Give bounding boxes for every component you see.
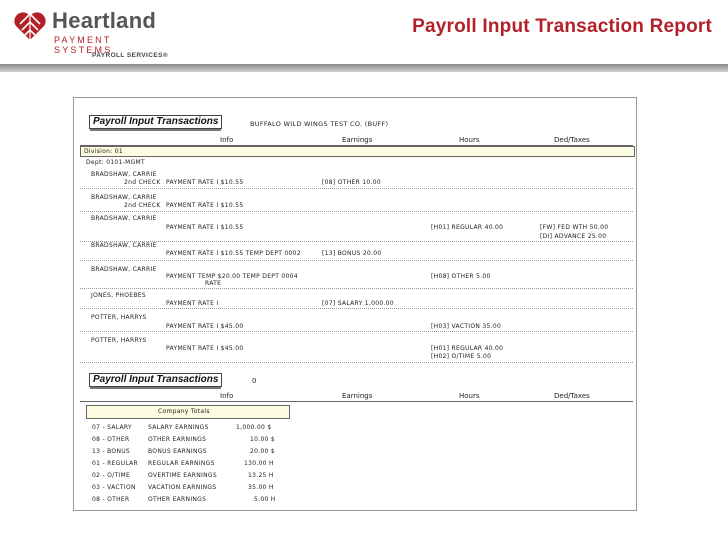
total-desc: BONUS EARNINGS xyxy=(148,448,207,455)
row-divider xyxy=(80,308,633,309)
total-code: 08 - OTHER xyxy=(92,436,130,443)
row-info: PAYMENT RATE I $10.55 xyxy=(166,224,244,231)
company-totals-label: Company Totals xyxy=(158,408,210,415)
total-amount: 20.00 $ xyxy=(250,448,276,455)
total-code: 01 - REGULAR xyxy=(92,460,138,467)
row-info: PAYMENT RATE I $10.55 xyxy=(166,179,244,186)
row-divider xyxy=(80,331,633,332)
row-divider xyxy=(80,260,633,261)
section-2-value: 0 xyxy=(252,377,257,385)
heartland-logo xyxy=(14,10,174,62)
total-amount: 13.25 H xyxy=(248,472,274,479)
logo-name: Heartland xyxy=(52,8,157,33)
row-ded: [FW] FED WTH 50.00 xyxy=(540,224,609,231)
col-ded-taxes: Ded/Taxes xyxy=(554,136,590,144)
employee-name: POTTER, HARRYS xyxy=(91,337,147,344)
total-desc: OTHER EARNINGS xyxy=(148,496,207,503)
row-hours: [H01] REGULAR 40.00 xyxy=(431,345,504,352)
total-desc: OTHER EARNINGS xyxy=(148,436,207,443)
row-info: PAYMENT TEMP $20.00 TEMP DEPT 0004 xyxy=(166,273,298,280)
employee-name: BRADSHAW, CARRIE xyxy=(91,242,157,249)
row-info: PAYMENT RATE I $10.55 xyxy=(166,202,244,209)
total-desc: VACATION EARNINGS xyxy=(148,484,217,491)
total-code: 08 - OTHER xyxy=(92,496,130,503)
col-hours: Hours xyxy=(459,392,480,400)
header-rule xyxy=(80,401,633,402)
total-code: 02 - O/TIME xyxy=(92,472,131,479)
employee-name: BRADSHAW, CARRIE xyxy=(91,215,157,222)
employee-name: BRADSHAW, CARRIE xyxy=(91,194,157,201)
col-ded-taxes: Ded/Taxes xyxy=(554,392,590,400)
section-title-2: Payroll Input Transactions xyxy=(89,373,222,387)
total-desc: SALARY EARNINGS xyxy=(148,424,209,431)
col-earnings: Earnings xyxy=(342,392,373,400)
division-label: Division: 01 xyxy=(84,148,123,155)
row-info: PAYMENT RATE I $10.55 TEMP DEPT 0002 xyxy=(166,250,301,257)
company-name: BUFFALO WILD WINGS TEST CO. (BUFF) xyxy=(250,120,389,128)
total-amount: 10.00 $ xyxy=(250,436,276,443)
col-info: Info xyxy=(220,392,234,400)
total-amount: 130.00 H xyxy=(244,460,274,467)
col-info: Info xyxy=(220,136,234,144)
heartland-logo-icon xyxy=(14,10,46,42)
page-title: Payroll Input Transaction Report xyxy=(412,16,712,37)
total-code: 13 - BONUS xyxy=(92,448,131,455)
header-divider xyxy=(0,64,728,72)
row-earnings: [08] OTHER 10.00 xyxy=(322,179,381,186)
col-hours: Hours xyxy=(459,136,480,144)
dept-label: Dept: 0101-MGMT xyxy=(86,159,146,166)
col-earnings: Earnings xyxy=(342,136,373,144)
total-desc: OVERTIME EARNINGS xyxy=(148,472,217,479)
row-divider xyxy=(80,188,633,189)
employee-name: POTTER, HARRYS xyxy=(91,314,147,321)
total-code: 03 - VACTION xyxy=(92,484,136,491)
row-divider xyxy=(80,288,633,289)
total-amount: 1,000.00 $ xyxy=(236,424,272,431)
row-divider xyxy=(80,362,633,363)
row-divider xyxy=(80,211,633,212)
row-divider xyxy=(80,241,633,242)
check-sub: 2nd CHECK xyxy=(124,179,161,186)
row-info: PAYMENT RATE I $45.00 xyxy=(166,323,244,330)
row-info-rate: RATE xyxy=(205,280,222,287)
check-sub: 2nd CHECK xyxy=(124,202,161,209)
division-band xyxy=(80,146,635,157)
row-hours: [H08] OTHER 5.00 xyxy=(431,273,491,280)
logo-subtitle-2: PAYROLL SERVICES® xyxy=(92,52,169,59)
row-hours: [H01] REGULAR 40.00 xyxy=(431,224,504,231)
total-desc: REGULAR EARNINGS xyxy=(148,460,215,467)
logo-subtitle: PAYMENT SYSTEMS xyxy=(54,35,113,55)
row-earnings: [07] SALARY 1,000.00 xyxy=(322,300,394,307)
row-earnings: [13] BONUS 20.00 xyxy=(322,250,382,257)
row-info: PAYMENT RATE I $45.00 xyxy=(166,345,244,352)
report-scan xyxy=(73,97,637,511)
row-ded: [DI] ADVANCE 25.00 xyxy=(540,233,607,240)
employee-name: JONES, PHOEBES xyxy=(91,292,146,299)
employee-name: BRADSHAW, CARRIE xyxy=(91,171,157,178)
row-info: PAYMENT RATE I xyxy=(166,300,219,307)
total-amount: 35.00 H xyxy=(248,484,274,491)
row-hours: [H03] VACTION 35.00 xyxy=(431,323,502,330)
section-title: Payroll Input Transactions xyxy=(89,115,222,129)
row-hours: [H02] O/TIME 5.00 xyxy=(431,353,492,360)
total-amount: 5.00 H xyxy=(254,496,276,503)
total-code: 07 - SALARY xyxy=(92,424,132,431)
employee-name: BRADSHAW, CARRIE xyxy=(91,266,157,273)
